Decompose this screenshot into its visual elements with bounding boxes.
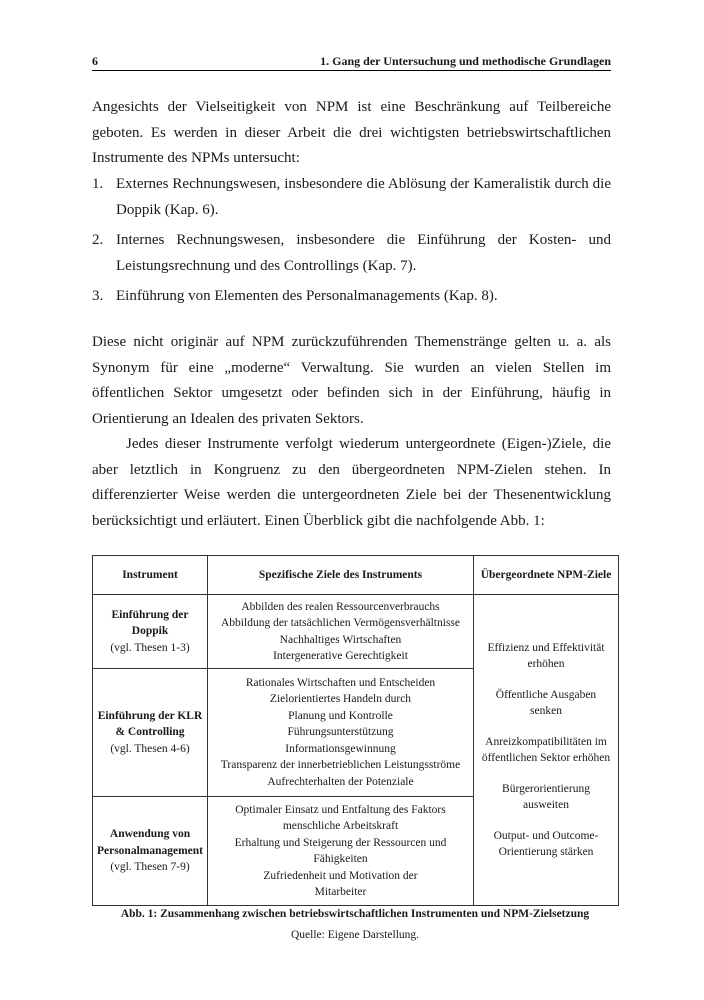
figure-caption: Abb. 1: Zusammenhang zwischen betriebswirtschaftlichen Instrumenten und NPM-Zielsetzung [120,908,590,920]
list-item [92,284,611,310]
goal-line: Zielorientiertes Handeln durch [269,693,412,706]
thesis-reference: (vgl. Thesen 7-9) [110,861,190,874]
goal-line: menschliche Arbeitskraft [282,820,399,832]
goal-line: Mitarbeiter [314,886,367,898]
goal-line: Zufriedenheit und Motivation der [263,869,418,882]
table-header-row [93,556,619,595]
list-item [92,172,611,223]
paragraph-intro: Angesichts der Vielseitigkeit von NPM ist eine Beschränkung auf Teilbereiche geboten. Es werden in dieser Arbeit die drei wichtigsten betriebswirtschaftlichen Instrumente des NPMs untersucht: [92,99,611,166]
npm-goal: Output- und Outcome-Orientierung stärken [493,829,599,858]
table-row [93,595,619,669]
npm-goal: Anreizkompatibilitäten im öffentlichen Sektor erhöhen [481,735,611,764]
goal-line: Informationsgewinnung [285,742,396,755]
goal-line: Planung und Kontrolle [288,709,393,722]
goal-line: Fähigkeiten [313,853,368,865]
instrument-name: Personalmanagement [96,844,204,857]
header-instrument: Instrument [93,556,208,595]
chapter-title: 1. Gang der Untersuchung und methodische Grundlagen [320,54,611,68]
specific-goals-cell [208,595,474,669]
overview-table [92,555,619,906]
specific-goals-cell [208,797,474,906]
goal-line: Rationales Wirtschaften und Entscheiden [245,676,436,689]
paragraph-synonym: Diese nicht originär auf NPM zurückzuführenden Themenstränge gelten u. a. als Synonym für eine „moderne“ Verwaltung. Sie wurden an vielen Stellen im öffentlichen Sektor umgesetzt oder befinden sich in der Einführung, häufig in Orientierung an Idealen des privaten Sektors. [92,334,611,427]
instrument-name: Anwendung von [109,828,191,841]
instrument-name: Doppik [131,625,169,638]
list-number: 1. [92,176,104,192]
thesis-reference: (vgl. Thesen 4-6) [110,742,190,755]
page-number: 6 [92,54,98,68]
goal-line: Abbildung der tatsächlichen Vermögensverhältnisse [221,617,460,629]
npm-goal: Bürgerorientierung ausweiten [502,782,590,811]
goal-line: Führungsunterstützung [287,726,394,739]
goal-line: Transparenz der innerbetrieblichen Leistungsströme [220,759,461,772]
goal-line: Nachhaltiges Wirtschaften [279,633,402,646]
instrument-name: Einführung der KLR [97,709,203,722]
list-text: Externes Rechnungswesen, insbesondere die Ablösung der Kameralistik durch die Doppik (Kap. 6). [116,176,611,218]
list-item [92,228,611,279]
instrument-cell [93,595,208,669]
npm-goal: Effizienz und Effektivität erhöhen [487,641,605,670]
goal-line: Erhaltung und Steigerung der Ressourcen und [234,836,447,849]
instrument-cell [93,669,208,797]
instrument-cell [93,797,208,906]
goal-line: Abbilden des realen Ressourcenverbrauchs [241,600,440,613]
running-header [92,54,611,71]
specific-goals-cell [208,669,474,797]
list-number: 3. [92,288,104,304]
paragraph-goals: Jedes dieser Instrumente verfolgt wiederum untergeordnete (Eigen-)Ziele, die aber letztlich in Kongruenz zu den übergeordneten NPM-Zielen stehen. In differenzierter Weise werden die untergeordneten Ziele bei der Thesenentwicklung berücksichtigt und erläutert. Einen Überblick gibt die nachfolgende Abb. 1: [92,436,611,529]
header-specific-goals: Spezifische Ziele des Instruments [208,556,474,595]
list-text: Internes Rechnungswesen, insbesondere die Einführung der Kosten- und Leistungsrechnung und des Controllings (Kap. 7). [116,232,611,274]
list-text: Einführung von Elementen des Personalmanagements (Kap. 8). [116,288,498,304]
npm-goal: Öffentliche Ausgaben senken [495,688,597,717]
thesis-reference: (vgl. Thesen 1-3) [110,641,190,654]
goal-line: Intergenerative Gerechtigkeit [273,650,408,662]
instrument-list [92,172,611,315]
npm-goals-cell [474,595,619,906]
goal-line: Optimaler Einsatz und Entfaltung des Faktors [235,803,446,816]
instrument-name: & Controlling [115,726,185,739]
list-number: 2. [92,232,104,248]
instrument-name: Einführung der [111,608,189,621]
goal-line: Aufrechterhalten der Potenziale [267,775,414,788]
figure-source: Quelle: Eigene Darstellung. [290,929,420,941]
header-npm-goals: Übergeordnete NPM-Ziele [474,556,619,595]
